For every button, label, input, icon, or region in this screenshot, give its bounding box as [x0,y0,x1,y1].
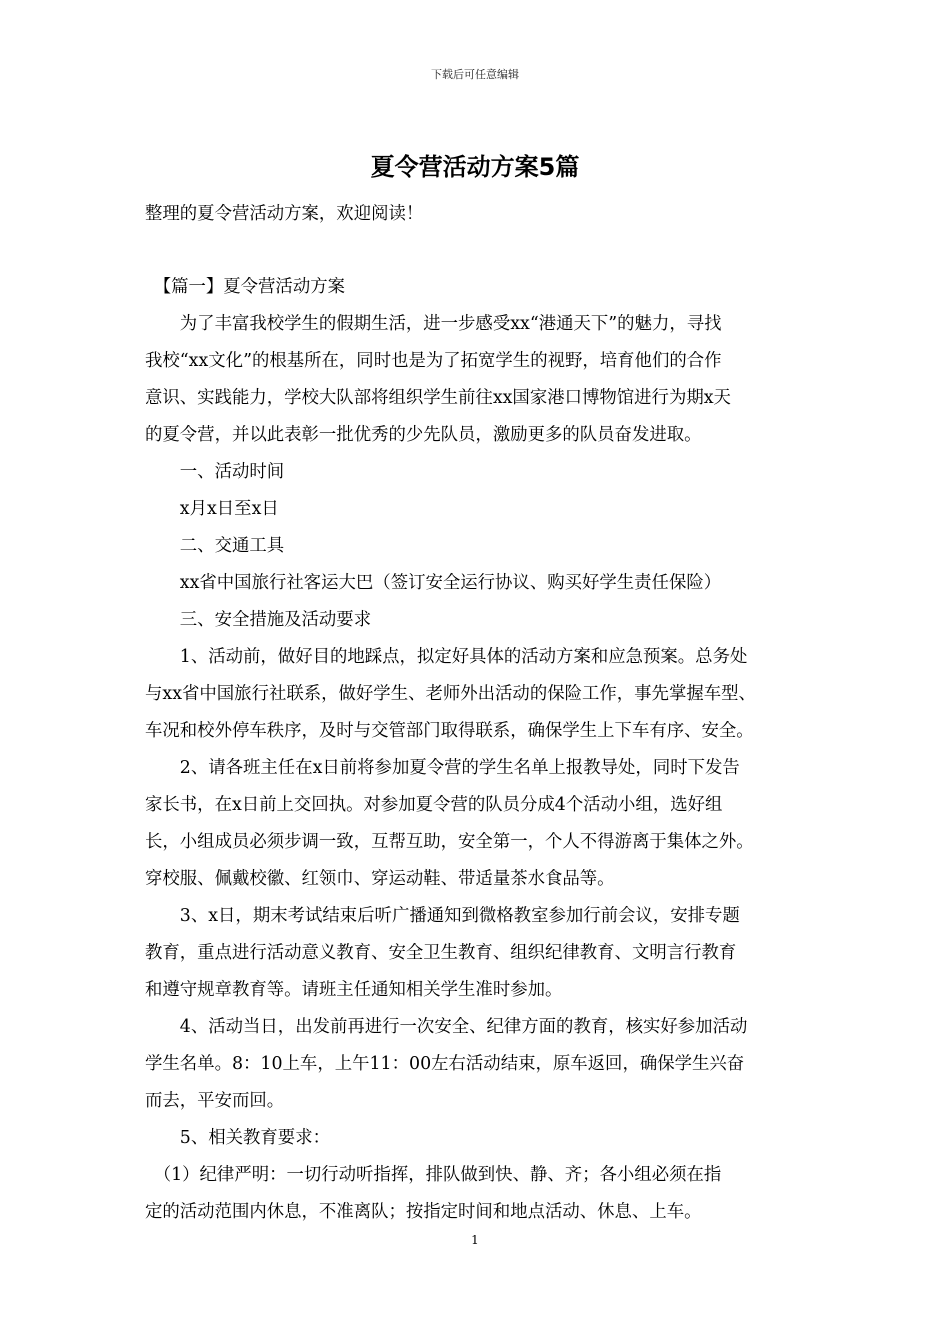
body-line: 定的活动范围内休息，不准离队；按指定时间和地点活动、休息、上车。 [145,1202,702,1222]
document-title: 夏令营活动方案5篇 [370,153,580,181]
body-line: 的夏令营，并以此表彰一批优秀的少先队员，激励更多的队员奋发进取。 [145,425,702,445]
body-line: 5、相关教育要求： [145,1128,330,1148]
body-line: xx省中国旅行社客运大巴（签订安全运行协议、购买好学生责任保险） [145,573,722,593]
body-line: 而去，平安而回。 [145,1091,285,1111]
body-line: 3、x日，期末考试结束后听广播通知到微格教室参加行前会议，安排专题 [145,906,740,926]
blank-line [145,233,820,269]
body-line: 我校“xx文化”的根基所在，同时也是为了拓宽学生的视野，培育他们的合作 [145,351,722,371]
intro-line: 整理的夏令营活动方案，欢迎阅读！ [145,204,424,224]
body-line: 家长书，在x日前上交回执。对参加夏令营的队员分成4个活动小组，选好组 [145,795,723,815]
body-line: 意识、实践能力，学校大队部将组织学生前往xx国家港口博物馆进行为期x天 [145,388,731,408]
body-line: 1、活动前，做好目的地踩点，拟定好具体的活动方案和应急预案。总务处 [145,647,748,667]
body-line: 教育，重点进行活动意义教育、安全卫生教育、组织纪律教育、文明言行教育 [145,943,737,963]
body-line: 为了丰富我校学生的假期生活，进一步感受xx“港通天下”的魅力，寻找 [145,314,722,334]
body-line: （1）纪律严明：一切行动听指挥，排队做到快、静、齐；各小组必须在指 [145,1165,722,1185]
body-line: 学生名单。8：10上车，上午11：00左右活动结束，原车返回，确保学生兴奋 [145,1054,745,1074]
body-line: 与xx省中国旅行社联系，做好学生、老师外出活动的保险工作，事先掌握车型、 [145,684,756,704]
body-line: 2、请各班主任在x日前将参加夏令营的学生名单上报教导处，同时下发告 [145,758,740,778]
body-line: 4、活动当日，出发前再进行一次安全、纪律方面的教育，核实好参加活动 [145,1017,748,1037]
section-heading: 一、活动时间 [145,462,285,482]
section-heading: 二、交通工具 [145,536,285,556]
page-number: 1 [471,1233,479,1247]
body-line: 长，小组成员必须步调一致，互帮互助，安全第一，个人不得游离于集体之外。 [145,832,754,852]
body-line: 【篇一】夏令营活动方案 [145,277,345,297]
document-body [145,196,820,1231]
page-header: 下载后可任意编辑 [431,68,519,81]
section-heading: 三、安全措施及活动要求 [145,610,372,630]
body-line: x月x日至x日 [145,499,279,519]
body-line: 穿校服、佩戴校徽、红领巾、穿运动鞋、带适量茶水食品等。 [145,869,615,889]
body-line: 车况和校外停车秩序，及时与交管部门取得联系，确保学生上下车有序、安全。 [145,721,754,741]
body-line: 和遵守规章教育等。请班主任通知相关学生准时参加。 [145,980,563,1000]
